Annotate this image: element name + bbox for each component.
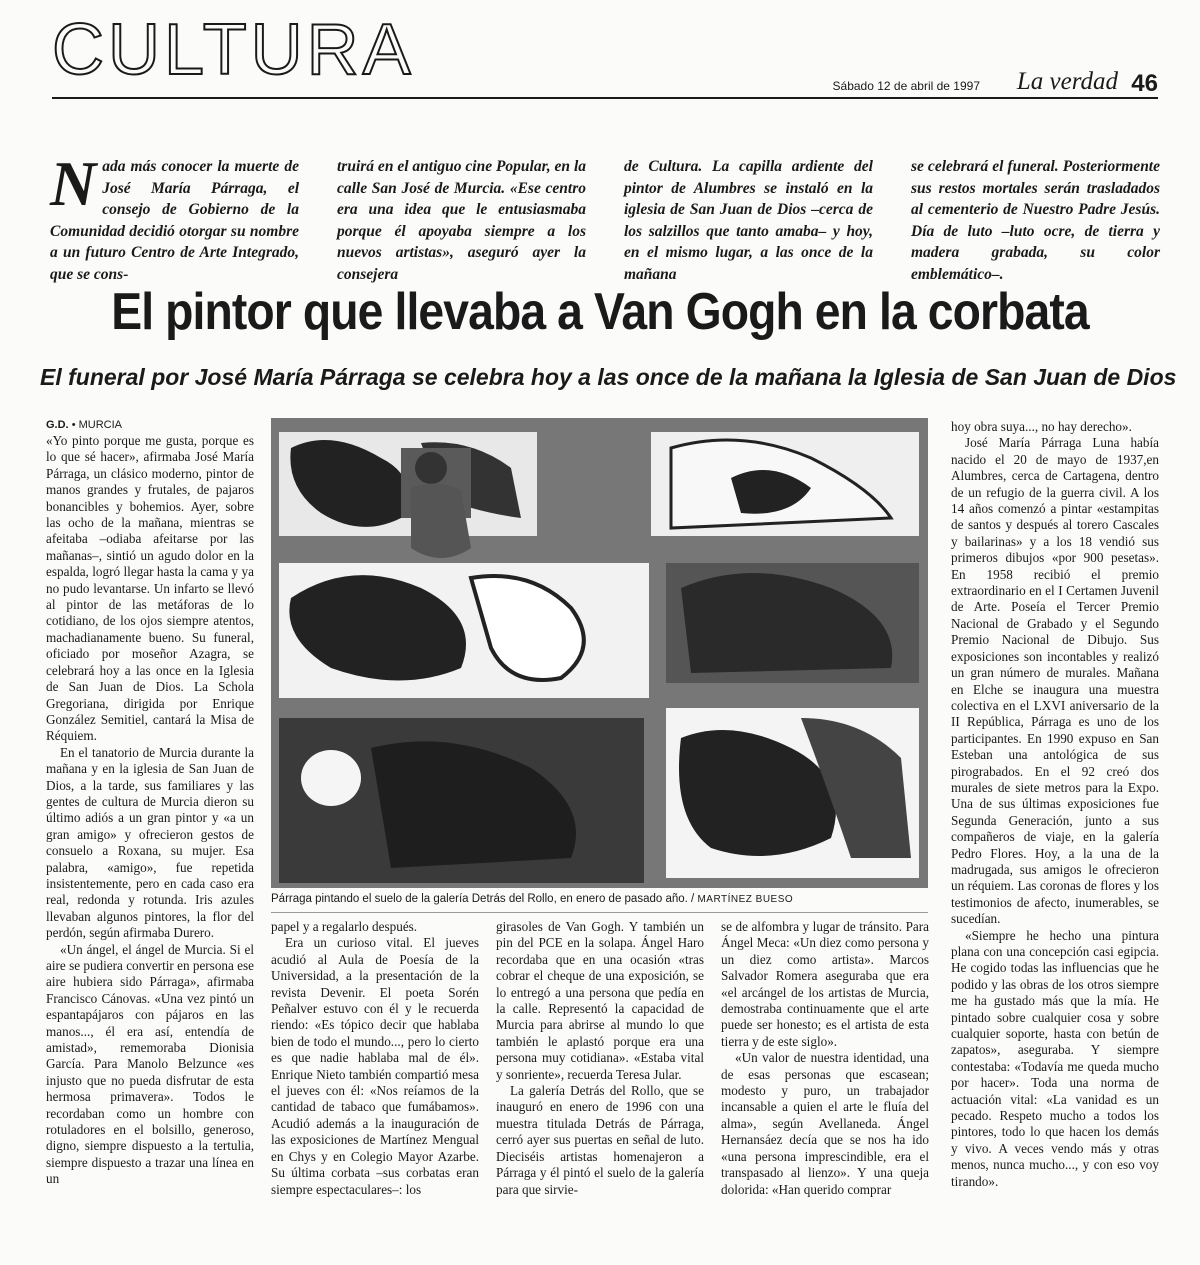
paragraph: se de alfombra y lugar de tránsito. Para Ángel Meca: «Un diez como persona y un diez como artista». Marcos Salvador Romera aseguraba que era «el arcángel de los artistas de Murcia, demostraba continuamente que el arte puede ser honesto; es el artista de esta tierra y de este siglo». bbox=[721, 919, 929, 1049]
paragraph: La galería Detrás del Rollo, que se inauguró en enero de 1996 con una muestra titulada Detrás de Párraga, cerró ayer sus puertas en señal de luto. Dieciséis artistas homenajeron a Párraga y él pintó el suelo de la galería para que sirvie- bbox=[496, 1083, 704, 1197]
caption-text: Párraga pintando el suelo de la galería Detrás del Rollo, en enero de pasado año. / bbox=[271, 893, 695, 905]
paragraph: Era un curioso vital. El jueves acudió al Aula de Poesía de la Universidad, a la presentación de la revista Devenir. El poeta Sorén Peñalver estuvo con él y le recuerda riendo: «Es tópico decir que hablaba bien de todo el mundo..., pero lo cierto es que nadie hablaba mal de él». Enrique Nieto también compartió mesa el jueves con él: «Nos reíamos de la cantidad de tabaco que fumábamos». Acudió además a la inauguración de las exposiciones de Martínez Mengual en Chys y en Colegio Mayor Azarbe. Su última corbata –sus corbatas eran siempre espectaculares–: los bbox=[271, 935, 479, 1197]
section-title: CULTURA bbox=[52, 10, 415, 90]
photo-credit: MARTÍNEZ BUESO bbox=[697, 894, 794, 905]
article-column-2 bbox=[271, 919, 479, 1198]
subheadline: El funeral por José María Párraga se celebra hoy a las once de la mañana la Iglesia de San Juan de Dios bbox=[40, 364, 1177, 390]
lead-column-2: truirá en el antiguo cine Popular, en la calle San José de Murcia. «Ese centro era una idea que le entusiasmaba porque él apoyaba siempre a los nuevos artistas», aseguró ayer la consejera bbox=[337, 158, 586, 283]
byline-location: MURCIA bbox=[78, 419, 122, 431]
article-column-1 bbox=[46, 433, 254, 1188]
byline-author: G.D. bbox=[46, 419, 69, 431]
paragraph: En el tanatorio de Murcia durante la mañana y en la iglesia de San Juan de Dios, a la tarde, sus familiares y las gentes de cultura de Murcia dieron su último adiós a un gran pintor y «a un gran amigo» y ofrecieron gestos de consuelo a Roxana, su mujer. Esa palabra, «amigo», fue repetida insistentemente, pero en cada caso era real, redonda y rotunda. Iris azules llevaban algunos pintores, la flor del perdón, según afirmaba Durero. bbox=[46, 744, 254, 941]
photo-illustration bbox=[271, 418, 928, 888]
header-rule bbox=[52, 97, 1158, 99]
paragraph: «Siempre he hecho una pintura plana con una concepción casi egipcia. He cogido todas las influencias que he podido y las obras de los otros siempre me ha gustado más que la mía. He pintado sobre cualquier cosa y sobre cualquier soporte, hasta con betún de zapatos», aseguraba. Y siempre contestaba: «Todavía me queda mucho por hacer». Toda una norma de actuación vital: «La vanidad es un pecado. Respeto mucho a todos los pintores, todo lo que hacen los demás y vivo. A veces vendo más y otras menos, nunca mucho..., y con eso voy tirando». bbox=[951, 927, 1159, 1189]
byline bbox=[46, 419, 122, 431]
paragraph: hoy obra suya..., no hay derecho». bbox=[951, 419, 1132, 434]
headline: El pintor que llevaba a Van Gogh en la corbata bbox=[111, 283, 1089, 341]
paragraph: «Un ángel, el ángel de Murcia. Si el aire se pudiera convertir en persona ese aire hubiera sido Párraga», afirmaba Francisco Cánovas. «Una vez pintó un espantapájaros con pájaros en las manos..., él era así, entendía de amistad», rememoraba Dionisia García. Para Manolo Belzunce «es injusto que no pueda disfrutar de esta hermosa primavera». Todos le recordaban como un hombre con rotuladores en el bolsillo, generoso, digno, siempre dispuesto a la tertulia, siempre dispuesto a trazar una línea en un bbox=[46, 941, 254, 1187]
lead-column-1 bbox=[50, 148, 299, 283]
masthead: La verdad bbox=[1016, 68, 1118, 95]
lead-column-3: de Cultura. La capilla ardiente del pintor de Alumbres se instaló en la iglesia de San Juan de Dios –cerca de los salzillos que tanto amaba– y hoy, en el mismo lugar, a las once de la mañana bbox=[624, 158, 873, 283]
byline-separator: • bbox=[71, 419, 76, 431]
paragraph: «Yo pinto porque me gusta, porque es lo que sé hacer», afirmaba José María Párraga, un clásico moderno, pintor de manos grandes y frutales, de pajaros bonancibles y bohemios. Ayer, sobre las ocho de la mañana, mientras se afeitaba –odiaba afeitarse por las mañanas–, sintió un agudo dolor en la espalda, logró llegar hasta la cama y ya no pudo levantarse. Un infarto se llevó al pintor de las metáforas de lo cotidiano, de los ojos siempre atentos, machadianamente bueno. Su funeral, oficiado por moseñor Azagra, se celebrará hoy a las once en la Iglesia de San Juan de Dios. La Schola Gregoriana, dirigida por Enrique González Semitiel, cantará la Misa de Réquiem. bbox=[46, 433, 254, 744]
paragraph: papel y a regalarlo después. bbox=[271, 919, 418, 934]
drop-cap: N bbox=[50, 148, 97, 219]
article-column-3 bbox=[496, 919, 704, 1198]
paragraph: girasoles de Van Gogh. Y también un pin del PCE en la solapa. Ángel Haro recordaba que en una ocasión «tras cobrar el cheque de una exposición, se lo entregó a una persona que pedía en la calle. Representó la capacidad de Murcia para abrirse al mundo lo que también le aplastó porque era una persona muy cotidiana». «Estaba vital y sonriente», recuerda Teresa Jular. bbox=[496, 919, 704, 1082]
article-column-5 bbox=[951, 419, 1159, 1190]
paragraph: José María Párraga Luna había nacido el 20 de mayo de 1937,en Alumbres, cerca de Cartagena, dentro de un refugio de la guerra civil. A los 14 años comenzó a pintar «estampitas de santos y después al torero Cascales y bailarinas» y a los 18 vendió sus primeros dibujos «por 900 pesetas». En 1958 recibió el premio extraordinario en el I Certamen Juvenil de Arte. Poseía el Tercer Premio Nacional de Grabado y el Segundo Premio Nacional de Dibujo. Sus exposiciones son incontables y realizó un gran número de murales. Mañana en Elche se inaugura una muestra colectiva en el LXVI aniversario de la II República, Párraga es uno de los participantes. En 1990 expuso en San Esteban una antológica de sus pirograbados. En el 92 creó dos murales de siete metros para la Expo. Una de sus últimas exposiciones fue Segunda Generación, junto a sus compañeros de viaje, en la galería Pedro Flores. Hoy, a la una de la madrugada, sus amigos le ofrecieron un réquiem. Las coronas de flores y los testimonios de afecto, inumerables, se sucedían. bbox=[951, 435, 1159, 927]
caption-rule bbox=[271, 912, 928, 913]
photo-caption bbox=[271, 893, 928, 905]
lead-summary bbox=[50, 148, 1160, 283]
article-column-4 bbox=[721, 919, 929, 1198]
lead-text-1: ada más conocer la muerte de José María Párraga, el consejo de Gobierno de la Comunidad decidió otorgar su nombre a un futuro Centro de Arte Integrado, que se cons- bbox=[50, 158, 299, 283]
page-number: 46 bbox=[1131, 70, 1158, 97]
photo bbox=[271, 418, 928, 888]
paragraph: «Un valor de nuestra identidad, una de esas personas que escasean; modesto y puro, un trabajador incansable a quien el arte le fluía del alma», según Avellaneda. Ángel Hernansáez decía que se nos ha ido «una persona imprescindible, era el transpasado al lienzo». Y una queja dolorida: «Han querido comprar bbox=[721, 1050, 929, 1197]
date-line: Sábado 12 de abril de 1997 bbox=[832, 79, 980, 93]
lead-column-4: se celebrará el funeral. Posteriormente sus restos mortales serán trasladados al cementerio de Nuestro Padre Jesús. Día de luto –luto ocre, de tierra y madera grabada, su color emblemático–. bbox=[911, 158, 1160, 283]
